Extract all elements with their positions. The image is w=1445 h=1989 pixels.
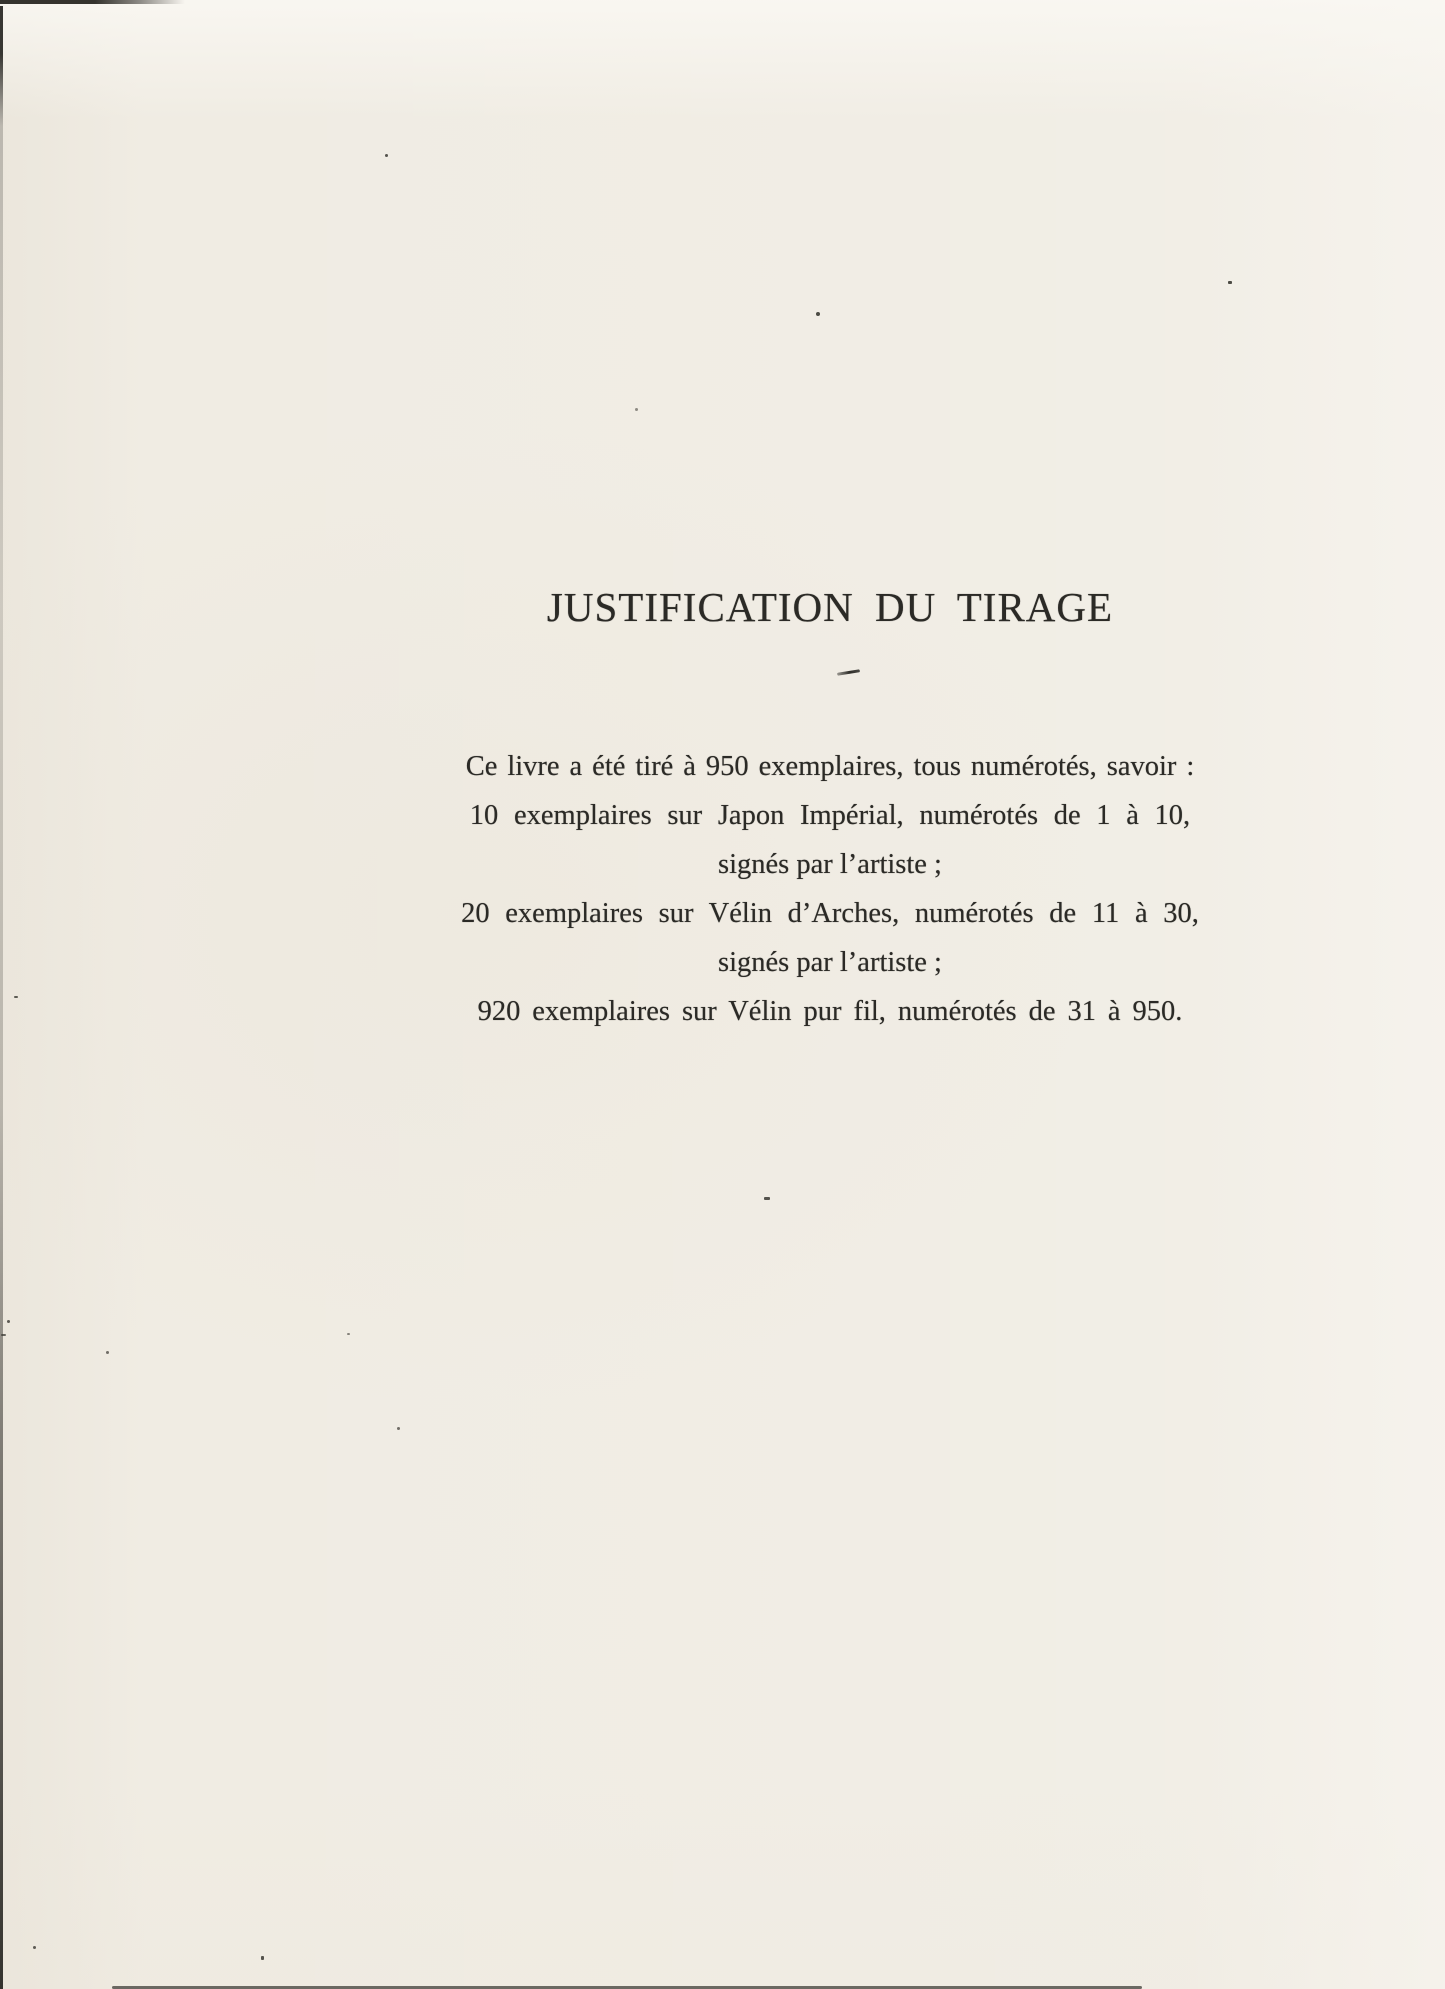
- dust-speck: [1, 1334, 6, 1336]
- dust-speck: [347, 1333, 350, 1335]
- dust-speck: [1228, 281, 1232, 284]
- dust-speck: [106, 1351, 109, 1354]
- dust-speck: [385, 154, 388, 157]
- colophon-line: 20 exemplaires sur Vélin d’Arches, numérotés de 11 à 30,: [461, 898, 1199, 929]
- dust-speck: [635, 408, 638, 411]
- colophon-line: signés par l’artiste ;: [718, 947, 942, 978]
- dust-speck: [7, 1320, 10, 1323]
- dust-speck: [261, 1956, 264, 1960]
- colophon-line: Ce livre a été tiré à 950 exemplaires, tous numérotés, savoir :: [465, 751, 1195, 782]
- dust-speck: [33, 1946, 36, 1949]
- colophon-line: signés par l’artiste ;: [718, 849, 942, 880]
- ornament-dash: [837, 669, 860, 676]
- colophon-line: 10 exemplaires sur Japon Impérial, numérotés de 1 à 10,: [469, 800, 1191, 831]
- dust-speck: [397, 1427, 400, 1430]
- colophon-line: 920 exemplaires sur Vélin pur fil, numérotés de 31 à 950.: [477, 996, 1183, 1027]
- scan-edge-top: [0, 0, 185, 4]
- colophon-text-block: [433, 742, 1227, 1036]
- dust-speck: [816, 312, 820, 316]
- dust-speck: [14, 996, 18, 998]
- dust-speck: [764, 1197, 770, 1200]
- scan-edge-left: [0, 6, 3, 1989]
- page-title: JUSTIFICATION DU TIRAGE: [546, 584, 1114, 630]
